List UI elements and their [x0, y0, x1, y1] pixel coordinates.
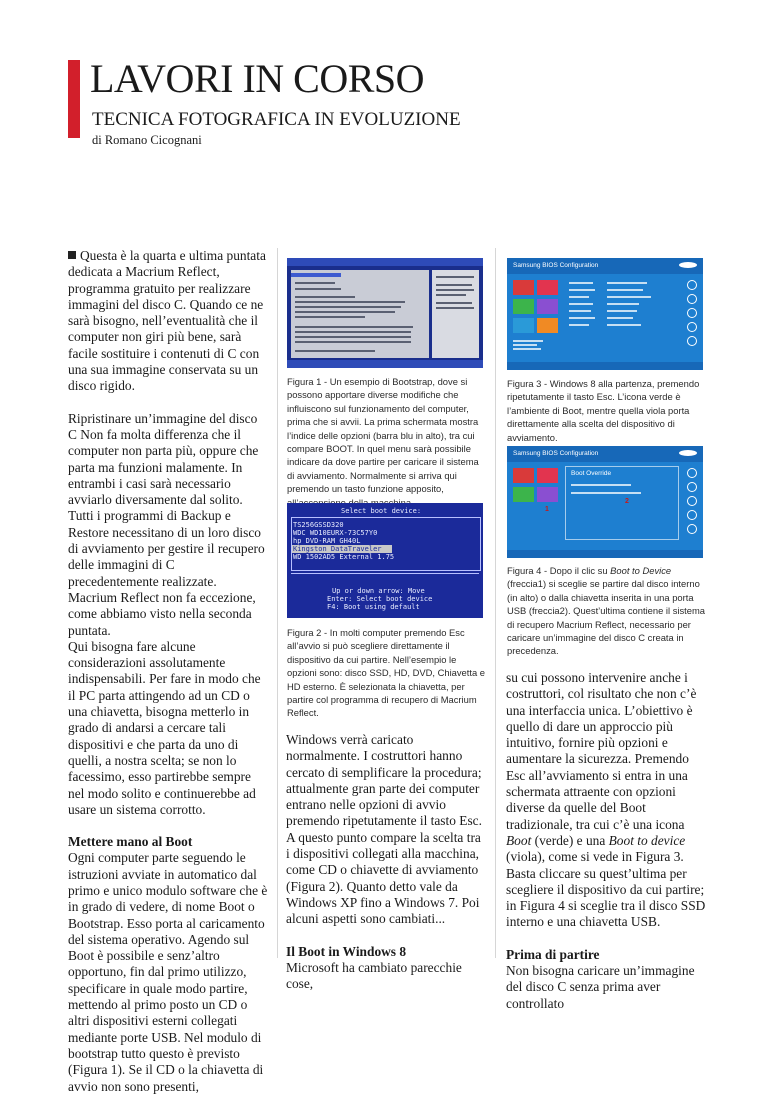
- figure-3-samsung-bios-screenshot: [507, 258, 703, 370]
- boot-override-panel: [565, 466, 679, 540]
- bios-text-line: [436, 302, 472, 304]
- article-column-1: [68, 248, 268, 1095]
- bios-text-line: [513, 348, 541, 350]
- sidebar-round-icon: [687, 482, 697, 492]
- byline: di Romano Cicognani: [92, 133, 202, 147]
- bios-tile-icon: [537, 318, 558, 333]
- sidebar-round-icon: [687, 322, 697, 332]
- bios-text-line: [607, 303, 639, 305]
- section-heading: Il Boot in Windows 8: [286, 943, 407, 959]
- sidebar-round-icon: [687, 496, 697, 506]
- arrow-2-label: 2: [625, 498, 629, 505]
- figure-3-caption: Figura 3 - Windows 8 alla partenza, premendo ripetutamente il tasto Esc. L’icona verde è l’ambiente di Boot, mentre quella viola porta direttamente alla scelta del dispositivo di avviamento.: [507, 378, 700, 443]
- bios-highlight-bar: [291, 273, 341, 277]
- figure-2-caption: Figura 2 - In molti computer premendo Esc all’avvio si può scegliere direttamente il dispositivo da cui partire. Nell’esempio le opzioni sono: disco SSD, HD, DVD, Chiavetta e HD esterno. È selezionata la chiavetta, per partire col programma di recupero di Macrium Reflect.: [287, 627, 486, 719]
- bios-text-line: [295, 350, 375, 352]
- figure-1-bios-screenshot: [287, 258, 483, 368]
- intro-paragraph: Questa è la quarta e ultima puntata dedicata a Macrium Reflect, programma gratuito per realizzare immagini del disco C. Quando ce ne sarà bisogno, nell’eventualità che il computer non giri più bene, sarà facile sostituire i contenuti di C con una sua immagine conservata su un disco rigido.: [68, 248, 266, 394]
- bios-text-line: [513, 340, 543, 342]
- boot-option-line: [571, 484, 631, 486]
- bios-text-line: [295, 288, 341, 290]
- body-paragraph: Ripristinare un’immagine del disco C Non fa molta differenza che il computer non parta più, oppure che parta ma funzioni malamente. In entrambi i casi sarà necessario avviarlo diversamente dal solito. Tutti i programmi di Backup e Restore necessitano di un loro disco di avviamento per gestire il recupero delle immagini di C precedentemente realizzate. Macrium Reflect non fa eccezione, come abbiamo visto nella seconda puntata.: [68, 410, 265, 638]
- body-paragraph: Non bisogna caricare un’immagine del disco C senza prima aver controllato: [506, 963, 695, 1011]
- bios-text-line: [436, 284, 472, 286]
- bios-text-line: [607, 317, 633, 319]
- body-paragraph: Windows verrà caricato normalmente. I costruttori hanno cercato di semplificare la procedura; attualmente gran parte dei computer entrano nelle opzioni di avvio premendo ripetutamente il tasto Esc. A questo punto compare la scelta tra i dispositivi collegati alla macchina, come CD o chiavette di avviamento (Figura 2). Quanto detto vale da Windows XP fino a Windows 7. Poi alcuni aspetti sono cambiati...: [286, 732, 482, 927]
- samsung-header-text: Samsung BIOS Configuration: [513, 450, 599, 457]
- boot-menu-help-line: Up or down arrow: Move: [332, 587, 425, 595]
- bios-text-line: [436, 307, 474, 309]
- article-column-2: [286, 732, 484, 992]
- sidebar-round-icon: [687, 510, 697, 520]
- bios-text-line: [607, 324, 641, 326]
- boot-device-item: WDC WD10EURX-73C57Y0: [293, 529, 378, 537]
- boot-to-device-tile-icon: [537, 299, 558, 314]
- sidebar-round-icon: [687, 308, 697, 318]
- bios-text-line: [295, 306, 401, 308]
- sidebar-round-icon: [687, 280, 697, 290]
- samsung-footer-bar: [507, 550, 703, 558]
- samsung-header-text: Samsung BIOS Configuration: [513, 262, 599, 269]
- samsung-logo-icon: [679, 262, 697, 268]
- bios-text-line: [569, 324, 589, 326]
- bios-tile-icon: [513, 318, 534, 333]
- column-divider: [495, 248, 496, 958]
- boot-menu-title: Select boot device:: [341, 507, 422, 515]
- bios-menu-bar: [287, 258, 483, 266]
- body-paragraph: su cui possono intervenire anche i costruttori, col risultato che non c’è una interfaccia unica. L’obiettivo è quello di dare un approccio più intuitivo, fornire più opzioni e aumentare la sicurezza. Premendo Esc all’avviamento si entra in una schermata attraente con opzioni diverse da quelle del Boot tradizionale, tra cui c’è una icona Boot (verde) e una Boot to device (viola), come si vede in Figura 3. Basta cliccare su quest’ultima per scegliere il dispositivo da cui partire; in Figura 4 si sceglie tra il disco SSD interno e una chiavetta USB.: [506, 670, 706, 930]
- bios-text-line: [436, 294, 466, 296]
- sidebar-round-icon: [687, 468, 697, 478]
- bios-text-line: [607, 282, 647, 284]
- bios-text-line: [436, 289, 474, 291]
- boot-menu-help-line: Enter: Select boot device: [327, 595, 433, 603]
- article-column-3: [506, 670, 706, 1012]
- page-title: LAVORI IN CORSO: [90, 56, 425, 101]
- arrow-1-label: 1: [545, 506, 549, 513]
- bios-text-line: [436, 276, 474, 278]
- body-paragraph: Ogni computer parte seguendo le istruzioni avviate in automatico dal primo e unico modulo software che è in grado di vedere, di nome Boot o Bootstrap. Esso porta al caricamento del sistema operativo. Agendo sul Boot è possibile e senz’altro opportuno, fin dal primo utilizzo, specificare in quale modo partire, mettendo al primo posto un CD o altri dispositivi esterni collegati mediante porte USB. Nel modulo di bootstrap tutto questo è previsto (Figura 1). Se il CD o la chiavetta di avvio non sono presenti,: [68, 850, 268, 1094]
- figure-4-boot-override-screenshot: [507, 446, 703, 558]
- bios-text-line: [295, 331, 411, 333]
- bios-text-line: [607, 289, 643, 291]
- bios-text-line: [513, 344, 537, 346]
- bios-text-line: [569, 303, 593, 305]
- bios-text-line: [295, 296, 355, 298]
- square-bullet-icon: [68, 251, 76, 259]
- bios-tile-icon: [513, 280, 534, 295]
- title-accent-bar: [68, 60, 80, 138]
- boot-device-item: hp DVD-RAM GH40L: [293, 537, 361, 545]
- samsung-logo-icon: [679, 450, 697, 456]
- column-divider: [277, 248, 278, 958]
- boot-device-item: WD 1502AD5 External 1.75: [293, 553, 395, 561]
- bios-text-line: [569, 289, 595, 291]
- bios-text-line: [295, 301, 405, 303]
- sidebar-round-icon: [687, 294, 697, 304]
- figure-4-caption: Figura 4 - Dopo il clic su Boot to Device (freccia1) si sceglie se partire dal disco interno (in alto) o dalla chiavetta inserita in una porta USB (freccia2). Quest’ultima contiene il sistema di recupero Macrium Reflect, necessario per caricare un’immagine del disco C creata in precedenza.: [507, 565, 705, 657]
- boot-to-device-tile-icon: [537, 487, 558, 502]
- bios-footer-bar: [287, 360, 483, 368]
- bios-text-line: [607, 296, 651, 298]
- bios-text-line: [295, 311, 395, 313]
- bios-text-line: [295, 336, 411, 338]
- bios-text-line: [295, 282, 335, 284]
- section-heading: Prima di partire: [506, 946, 600, 962]
- bios-text-line: [295, 341, 411, 343]
- boot-override-title: Boot Override: [571, 470, 612, 477]
- bios-text-line: [569, 282, 593, 284]
- boot-device-item: TS256GSSD320: [293, 521, 344, 529]
- section-heading: Mettere mano al Boot: [68, 834, 193, 850]
- bios-tile-icon: [537, 280, 558, 295]
- bios-text-line: [569, 317, 595, 319]
- boot-menu-help-line: F4: Boot using default: [327, 603, 420, 611]
- bios-text-line: [295, 316, 365, 318]
- bios-tile-icon: [513, 468, 534, 483]
- sidebar-round-icon: [687, 336, 697, 346]
- samsung-footer-bar: [507, 362, 703, 370]
- body-paragraph: Microsoft ha cambiato parecchie cose,: [286, 959, 462, 992]
- bios-text-line: [569, 296, 589, 298]
- bios-tile-icon: [537, 468, 558, 483]
- boot-device-item-selected: Kingston DataTraveler: [293, 545, 382, 553]
- boot-option-line: [571, 492, 641, 494]
- bios-text-line: [569, 310, 591, 312]
- sidebar-round-icon: [687, 524, 697, 534]
- bios-text-line: [607, 310, 637, 312]
- figure-1-caption: Figura 1 - Un esempio di Bootstrap, dove si possono apportare diverse modifiche che influiscono sul funzionamento del computer, prima che si avvii. La prima schermata mostra l’indice delle opzioni (barra blu in alto), tra cui compare BOOT. In quel menu sarà possibile indicare da dove partire per caricare il sistema di avviamento. Normalmente si arriva qui premendo un tasto funzione apposito,: [287, 376, 479, 495]
- bios-text-line: [295, 326, 413, 328]
- body-paragraph: Qui bisogna fare alcune considerazioni assolutamente indispensabili. Per fare in modo che il PC parta attingendo ad un CD o una chiavetta, bisogna metterlo in grado di andarsi a cercare tali dispositivi e che parta da uno di quelli, a nostra scelta; se non lo facessimo, esso partirebbe sempre nel modo solito e continuerebbe ad usare un sistema corrotto.: [68, 638, 261, 817]
- figure-2-boot-menu-screenshot: [287, 503, 483, 618]
- boot-tile-icon: [513, 299, 534, 314]
- page-subtitle: TECNICA FOTOGRAFICA IN EVOLUZIONE: [92, 109, 461, 130]
- boot-tile-icon: [513, 487, 534, 502]
